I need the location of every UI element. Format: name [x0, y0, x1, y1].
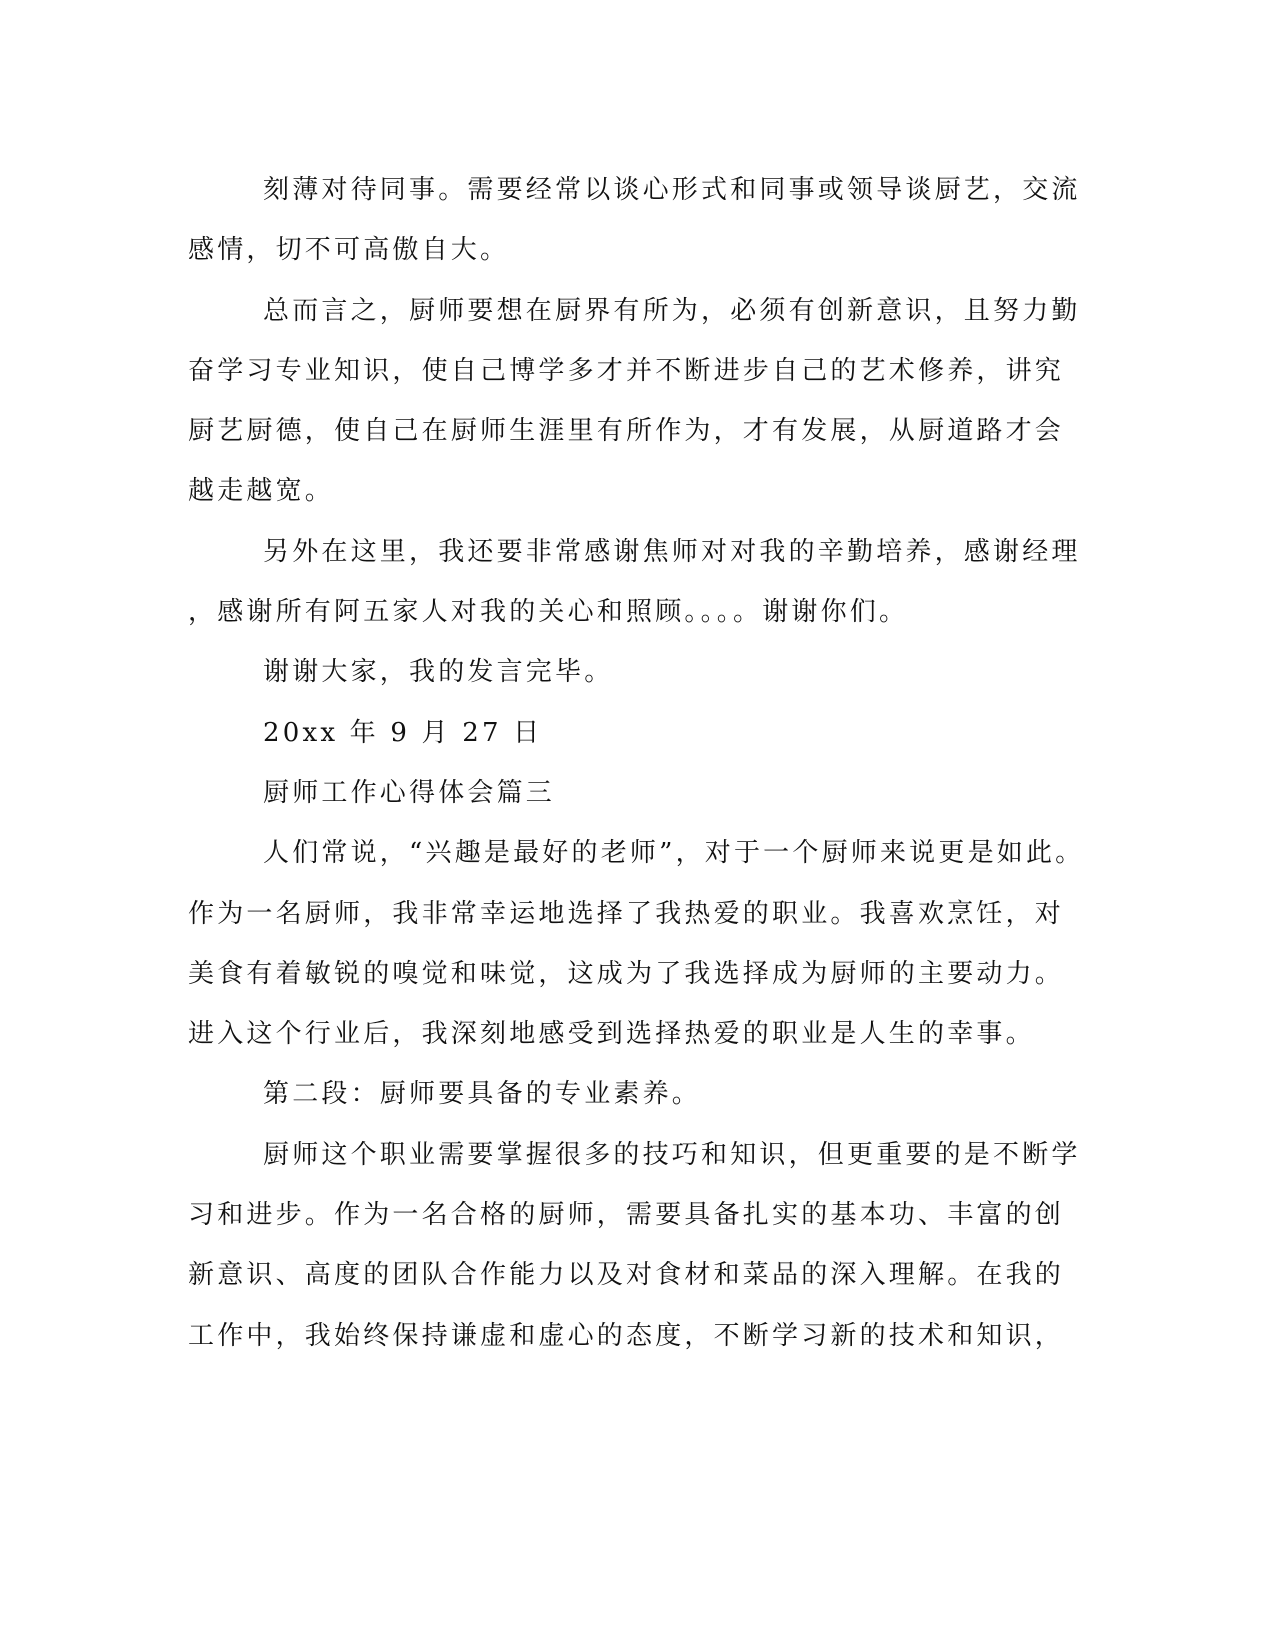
- text-line: 谢谢大家，我的发言完毕。: [263, 657, 614, 688]
- text-line: 奋学习专业知识，使自己博学多才并不断进步自己的艺术修养，讲究: [188, 355, 1065, 386]
- text-line: 新意识、高度的团队合作能力以及对食材和菜品的深入理解。在我的: [188, 1260, 1065, 1291]
- text-line: 人们常说，“兴趣是最好的老师”，对于一个厨师来说更是如此。: [263, 838, 1085, 869]
- text-line: 作为一名厨师，我非常幸运地选择了我热爱的职业。我喜欢烹饪，对: [188, 898, 1065, 929]
- text-line: 工作中，我始终保持谦虚和虚心的态度，不断学习新的技术和知识，: [188, 1320, 1065, 1351]
- text-line: 厨师这个职业需要掌握很多的技巧和知识，但更重要的是不断学: [263, 1139, 1081, 1170]
- text-line: 刻薄对待同事。需要经常以谈心形式和同事或领导谈厨艺，交流: [263, 175, 1081, 205]
- section-subtitle: 第二段：厨师要具备的专业素养。: [263, 1079, 702, 1110]
- text-line: 感情，切不可高傲自大。: [188, 235, 510, 266]
- date-line: 20xx 年 9 月 27 日: [263, 717, 543, 748]
- section-title: 厨师工作心得体会篇三: [263, 777, 556, 808]
- text-line: 总而言之，厨师要想在厨界有所为，必须有创新意识，且努力勤: [263, 295, 1081, 326]
- text-line: 另外在这里，我还要非常感谢焦师对对我的辛勤培养，感谢经理: [263, 536, 1081, 567]
- text-line: 进入这个行业后，我深刻地感受到选择热爱的职业是人生的幸事。: [188, 1019, 1035, 1050]
- document-body: [188, 160, 1085, 1366]
- text-line: 厨艺厨德，使自己在厨师生涯里有所作为，才有发展，从厨道路才会: [188, 416, 1065, 447]
- text-line: 美食有着敏锐的嗅觉和味觉，这成为了我选择成为厨师的主要动力。: [188, 958, 1065, 989]
- text-line: ，感谢所有阿五家人对我的关心和照顾。。。。谢谢你们。: [188, 597, 909, 628]
- text-line: 习和进步。作为一名合格的厨师，需要具备扎实的基本功、丰富的创: [188, 1200, 1065, 1231]
- text-line: 越走越宽。: [188, 476, 335, 507]
